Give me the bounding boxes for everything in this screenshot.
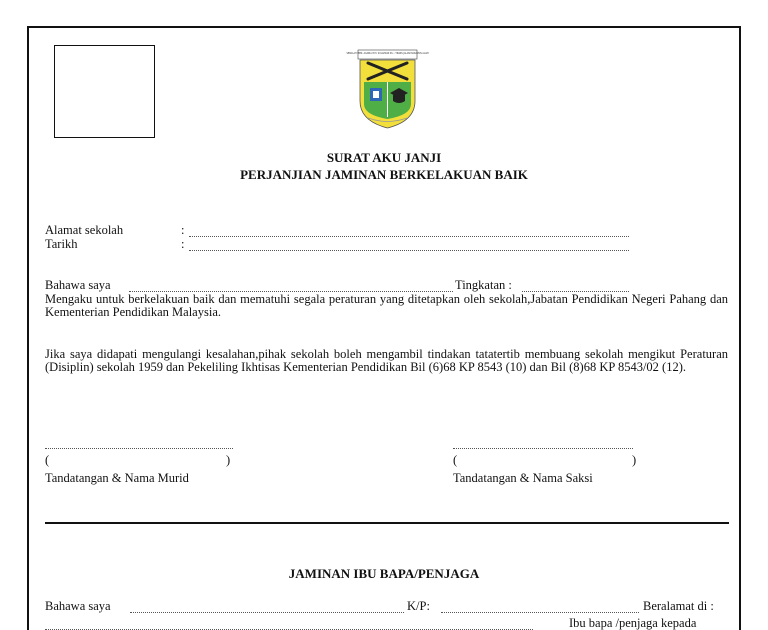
crest-text: SEKOLAH MEN. AGAMA ISTI. SULAIMAN SS • TRANS JALAN MAKAMUS ALAM [346,52,429,55]
page-border-left [27,26,29,630]
student-signature-label: Tandatangan & Nama Murid [45,471,189,485]
school-crest-logo [346,49,429,129]
kp-label: K/P: [407,599,430,613]
student-signature-line[interactable] [45,447,233,449]
alamat-sekolah-label: Alamat sekolah [45,223,124,237]
witness-signature-label: Tandatangan & Nama Saksi [453,471,593,485]
beralamat-label: Beralamat di : [643,599,714,613]
page-border-right [739,26,741,630]
tarikh-label: Tarikh [45,237,78,251]
alamat-sekolah-field[interactable] [189,235,629,237]
guarantee-bahawa-saya-label: Bahawa saya [45,599,111,613]
student-open-paren: ( [45,453,50,467]
page-border-top [27,26,741,28]
pledge-paragraph-2: Jika saya didapati mengulangi kesalahan,pihak sekolah boleh mengambil tindakan tatatertib membuang sekolah mengikut Peraturan (Disiplin) sekolah 1959 dan Pekeliling Ikhtisas Kementerian Pendidikan Bil (6)68 KP 8543 (10) dan Bil (8)68 KP 8543/02 (12). [45,347,728,374]
alamat-colon: : [181,223,185,237]
tarikh-field[interactable] [189,249,629,251]
guardian-name-field[interactable] [130,611,404,613]
ibu-bapa-penjaga-text: Ibu bapa /penjaga kepada [569,616,697,630]
section-divider [45,522,729,524]
witness-close-paren: ) [632,453,637,467]
student-close-paren: ) [226,453,231,467]
tingkatan-label: Tingkatan : [455,278,512,292]
witness-signature-line[interactable] [453,447,633,449]
bahawa-saya-label: Bahawa saya [45,278,111,292]
kp-field[interactable] [441,611,639,613]
photo-box [54,45,155,138]
guarantee-title: JAMINAN IBU BAPA/PENJAGA [288,566,480,581]
document-title: SURAT AKU JANJI [326,150,442,165]
pledge-paragraph-1: Mengaku untuk berkelakuan baik dan mematuhi segala peraturan yang ditetapkan oleh sekolah,Jabatan Pendidikan Negeri Pahang dan Kementerian Pendidikan Malaysia. [45,292,728,319]
witness-open-paren: ( [453,453,458,467]
document-subtitle: PERJANJIAN JAMINAN BERKELAKUAN BAIK [240,167,528,182]
tarikh-colon: : [181,237,185,251]
